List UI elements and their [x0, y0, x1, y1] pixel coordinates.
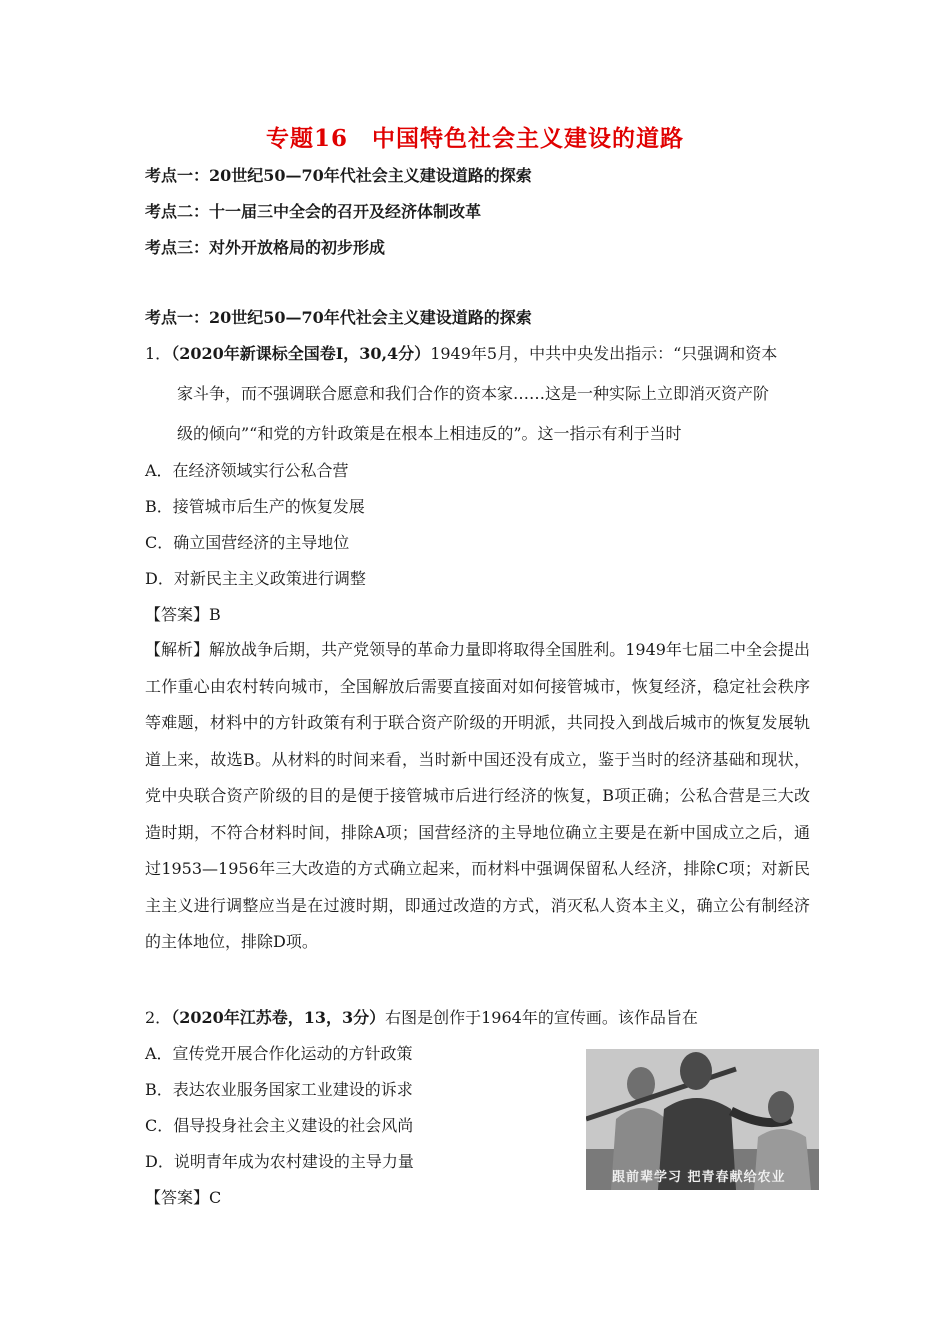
question-2-line1	[145, 1005, 698, 1028]
question-source: （2020年新课标全国卷Ⅰ，30,4分）	[171, 344, 431, 363]
poster-caption: 跟前辈学习 把青春献给农业	[612, 1170, 786, 1185]
option-d: D．说明青年成为农村建设的主导力量	[145, 1152, 414, 1171]
option-d: D．对新民主主义政策进行调整	[145, 569, 366, 588]
question-1-line2: 家斗争，而不强调联合愿意和我们合作的资本家……这是一种实际上立即消灭资产阶	[177, 384, 770, 403]
question-stem: 右图是创作于1964年的宣传画。该作品旨在	[385, 1008, 698, 1027]
kaodian-1: 考点一：20世纪50—70年代社会主义建设道路的探索	[145, 166, 532, 185]
option-b: B．接管城市后生产的恢复发展	[145, 497, 365, 516]
option-a: A．在经济领域实行公私合营	[145, 461, 349, 480]
question-number: 2．	[145, 1008, 172, 1027]
option-a: A．宣传党开展合作化运动的方针政策	[145, 1044, 413, 1063]
question-source: （2020年江苏卷，13，3分）	[171, 1008, 386, 1027]
section-heading: 考点一：20世纪50—70年代社会主义建设道路的探索	[145, 308, 532, 327]
kaodian-3: 考点三：对外开放格局的初步形成	[145, 238, 386, 257]
question-1-line1	[145, 341, 777, 364]
analysis-paragraph: 【解析】解放战争后期，共产党领导的革命力量即将取得全国胜利。1949年七届二中全会提出工作重心由农村转向城市，全国解放后需要直接面对如何接管城市，恢复经济，稳定社会秩序等难题，材料中的方针政策有利于联合资产阶级的开明派，共同投入到战后城市的恢复发展轨道上来，故选B。从材料的时间来看，当时新中国还没有成立，鉴于当时的经济基础和现状，党中央联合资产阶级的目的是便于接管城市后进行经济的恢复，B项正确；公私合营是三大改造时期，不符合材料时间，排除A项；国营经济的主导地位确立主要是在新中国成立之后，通过1953—1956年三大改造的方式确立起来，而材料中强调保留私人经济，排除C项；对新民主主义进行调整应当是在过渡时期，即通过改造的方式，消灭私人资本主义，确立公有制经济的主体地位，排除D项。	[145, 640, 810, 951]
question-number: 1．	[145, 344, 172, 363]
option-c: C．倡导投身社会主义建设的社会风尚	[145, 1116, 414, 1135]
page-title: 专题16 中国特色社会主义建设的道路	[265, 125, 684, 152]
question-1-line3: 级的倾向”“和党的方针政策是在根本上相违反的”。这一指示有利于当时	[177, 424, 682, 443]
kaodian-2: 考点二：十一届三中全会的召开及经济体制改革	[145, 202, 482, 221]
question-stem: 1949年5月，中共中央发出指示：“只强调和资本	[430, 344, 778, 363]
option-b: B．表达农业服务国家工业建设的诉求	[145, 1080, 413, 1099]
answer: 【答案】B	[145, 605, 221, 624]
answer: 【答案】C	[145, 1188, 222, 1207]
option-c: C．确立国营经济的主导地位	[145, 533, 350, 552]
